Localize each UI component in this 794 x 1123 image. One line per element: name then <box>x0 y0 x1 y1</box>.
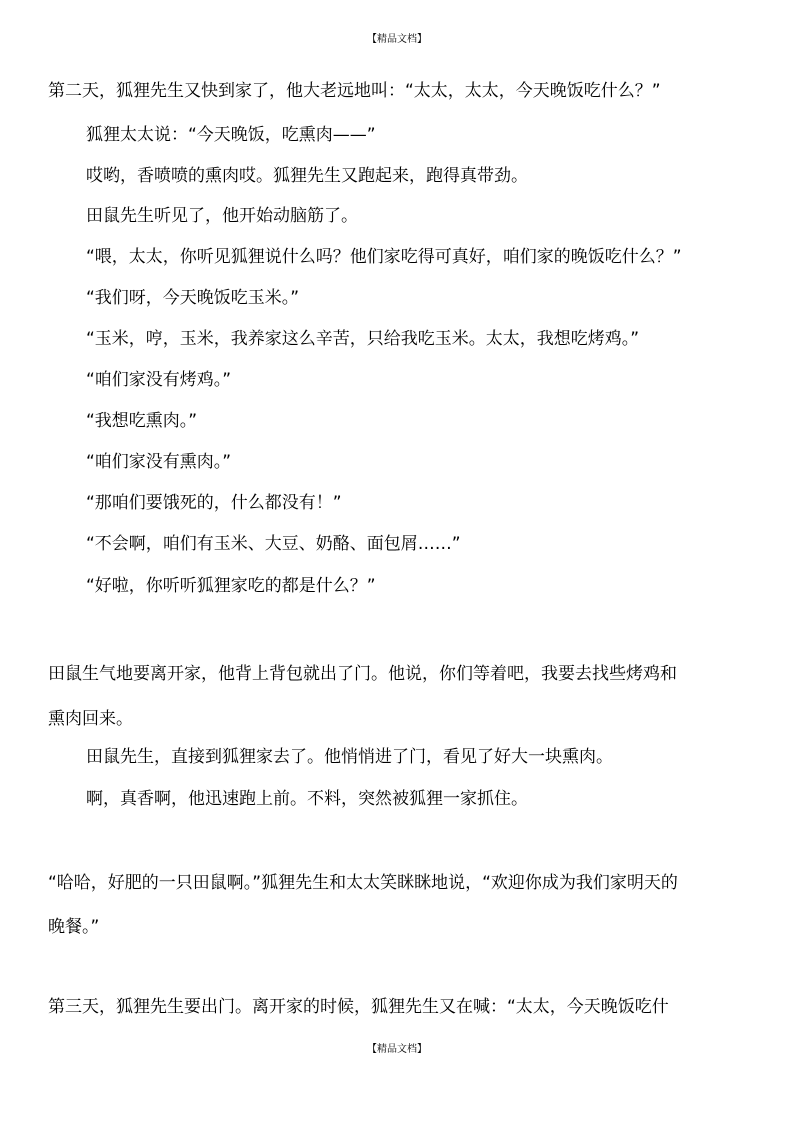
page-header: 【精品文档】 <box>367 34 427 45</box>
text-line: “好啦，你听听狐狸家吃的都是什么？” <box>86 576 376 596</box>
text-line: 狐狸太太说：“今天晚饭，吃熏肉——” <box>86 125 376 145</box>
text-line: “咱们家没有烤鸡。” <box>86 370 232 390</box>
text-line: 熏肉回来。 <box>48 709 133 729</box>
text-line: 田鼠先生，直接到狐狸家去了。他悄悄进了门，看见了好大一块熏肉。 <box>86 747 613 767</box>
text-line: “玉米，哼，玉米，我养家这么辛苦，只给我吃玉米。太太，我想吃烤鸡。” <box>86 329 640 349</box>
text-line: 晚餐。” <box>48 917 100 937</box>
text-line: 啊，真香啊，他迅速跑上前。不料，突然被狐狸一家抓住。 <box>86 789 528 809</box>
text-line: 田鼠生气地要离开家，他背上背包就出了门。他说，你们等着吧，我要去找些烤鸡和 <box>48 664 677 684</box>
text-line: “我们呀，今天晚饭吃玉米。” <box>86 288 300 308</box>
text-line: 哎哟，香喷喷的熏肉哎。狐狸先生又跑起来，跑得真带劲。 <box>86 166 528 186</box>
text-line: “咱们家没有熏肉。” <box>86 452 232 472</box>
page-footer: 【精品文档】 <box>367 1044 427 1055</box>
text-line: “哈哈，好肥的一只田鼠啊。”狐狸先生和太太笑眯眯地说，“欢迎你成为我们家明天的 <box>48 873 678 893</box>
text-line: “喂，太太，你听见狐狸说什么吗？他们家吃得可真好，咱们家的晚饭吃什么？” <box>86 247 682 267</box>
text-line: “我想吃熏肉。” <box>86 411 198 431</box>
text-line: “那咱们要饿死的，什么都没有！” <box>86 493 342 513</box>
text-line: 第二天，狐狸先生又快到家了，他大老远地叫：“太太，太太，今天晚饭吃什么？” <box>48 81 661 101</box>
text-line: 第三天，狐狸先生要出门。离开家的时候，狐狸先生又在喊：“太太，今天晚饭吃什 <box>48 997 669 1017</box>
text-line: 田鼠先生听见了，他开始动脑筋了。 <box>86 206 358 226</box>
text-line: “不会啊，咱们有玉米、大豆、奶酪、面包屑……” <box>86 534 461 554</box>
